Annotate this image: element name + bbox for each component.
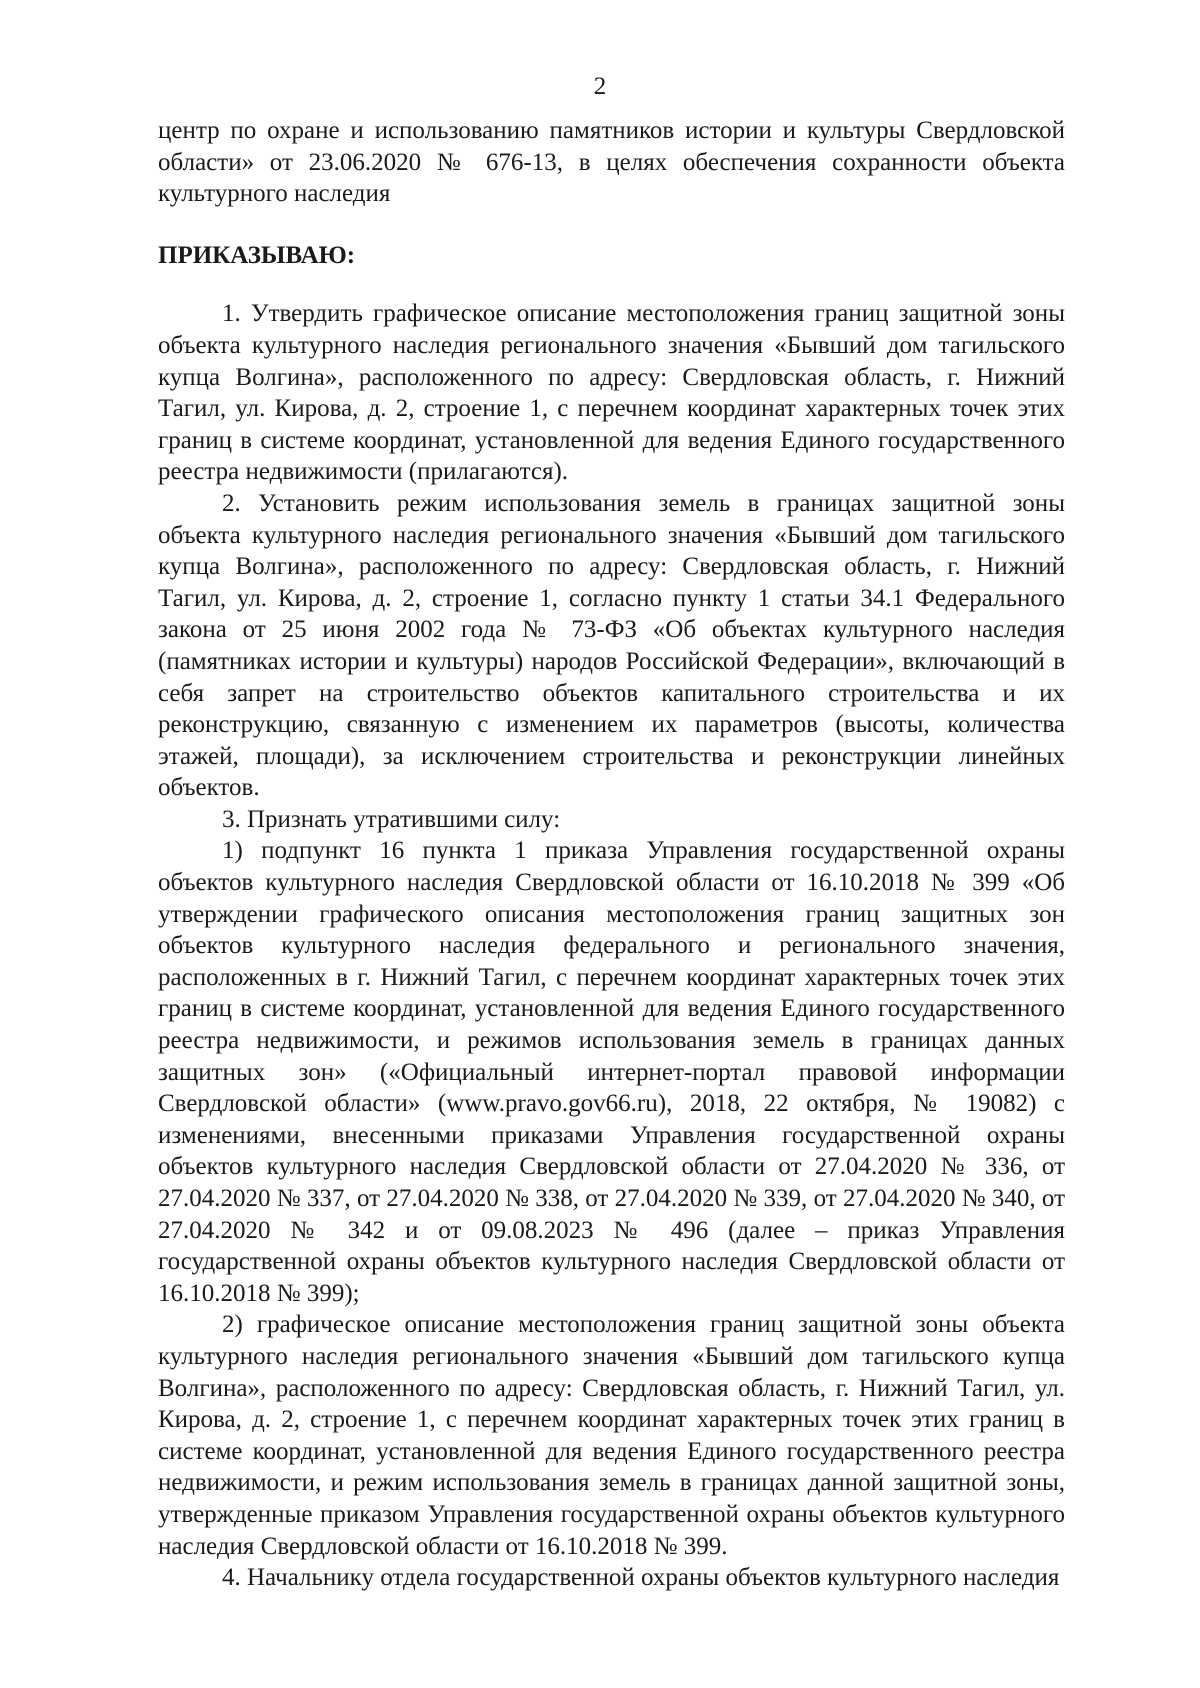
clause-3-subitem-2: 2) графическое описание местоположения границ защитной зоны объекта культурного наследия регионального значения «Бывший дом тагильского купца Волгина», расположенного по адресу: Свердловская область, г. Нижний Тагил, ул. Кирова, д. 2, строение 1, с перечнем координат характерных точек этих границ в системе координат, установленной для ведения Единого государственного реестра недвижимости, и режим использования земель в границах данной защитной зоны, утвержденные приказом Управления государственной охраны объектов культурного наследия Свердловской области от 16.10.2018 № 399. — [158, 1311, 1065, 1560]
clause-4: 4. Начальнику отдела государственной охраны объектов культурного наследия — [222, 1564, 1060, 1592]
intro-paragraph: центр по охране и использованию памятников истории и культуры Свердловской области» от 23.06.2020 № 676-13, в целях обеспечения сохранности объекта культурного наследия — [158, 117, 1065, 208]
page-number: 2 — [593, 73, 607, 100]
clause-3-subitem-1: 1) подпункт 16 пункта 1 приказа Управления государственной охраны объектов культурного наследия Свердловской области от 16.10.2018 № 399 «Об утверждении графического описания местоположения границ защитных зон объектов культурного наследия федерального и регионального значения, расположенных в г. Нижний Тагил, с перечнем координат характерных точек этих границ в системе координат, установленной для ведения Единого государственного реестра недвижимости, и режимов использования земель в границах данных защитных зон» («Официальный интернет-портал правовой информации Свердловской области» (www.pravo.gov66.ru), 2018, 22 октября, № 19082) с изменениями, внесенными приказами Управления государственной охраны объектов культурного наследия Свердловской области от 27.04.2020 № 336, от 27.04.2020 № 337, от 27.04.2020 № 338, от 27.04.2020 № 339, от 27.04.2020 № 340, от 27.04.2020 № 342 и от 09.08.2023 № 496 (далее – приказ Управления государственной охраны объектов культурного наследия Свердловской области от 16.10.2018 № 399); — [158, 837, 1065, 1307]
clause-1: 1. Утвердить графическое описание местоположения границ защитной зоны объекта культурного наследия регионального значения «Бывший дом тагильского купца Волгина», расположенного по адресу: Свердловская область, г. Нижний Тагил, ул. Кирова, д. 2, строение 1, с перечнем координат характерных точек этих границ в системе координат, установленной для ведения Единого государственного реестра недвижимости (прилагаются). — [158, 300, 1065, 486]
clause-3: 3. Признать утратившими силу: — [222, 805, 561, 833]
clause-2: 2. Установить режим использования земель в границах защитной зоны объекта культурного наследия регионального значения «Бывший дом тагильского купца Волгина», расположенного по адресу: Свердловская область, г. Нижний Тагил, ул. Кирова, д. 2, строение 1, согласно пункту 1 статьи 34.1 Федерального закона от 25 июня 2002 года № 73-ФЗ «Об объектах культурного наследия (памятниках истории и культуры) народов Российской Федерации», включающий в себя запрет на строительство объектов капитального строительства и их реконструкцию, связанную с изменением их параметров (высоты, количества этажей, площади), за исключением строительства и реконструкции линейных объектов. — [158, 489, 1065, 802]
order-heading: ПРИКАЗЫВАЮ: — [158, 241, 356, 269]
document-body — [158, 115, 1065, 1594]
